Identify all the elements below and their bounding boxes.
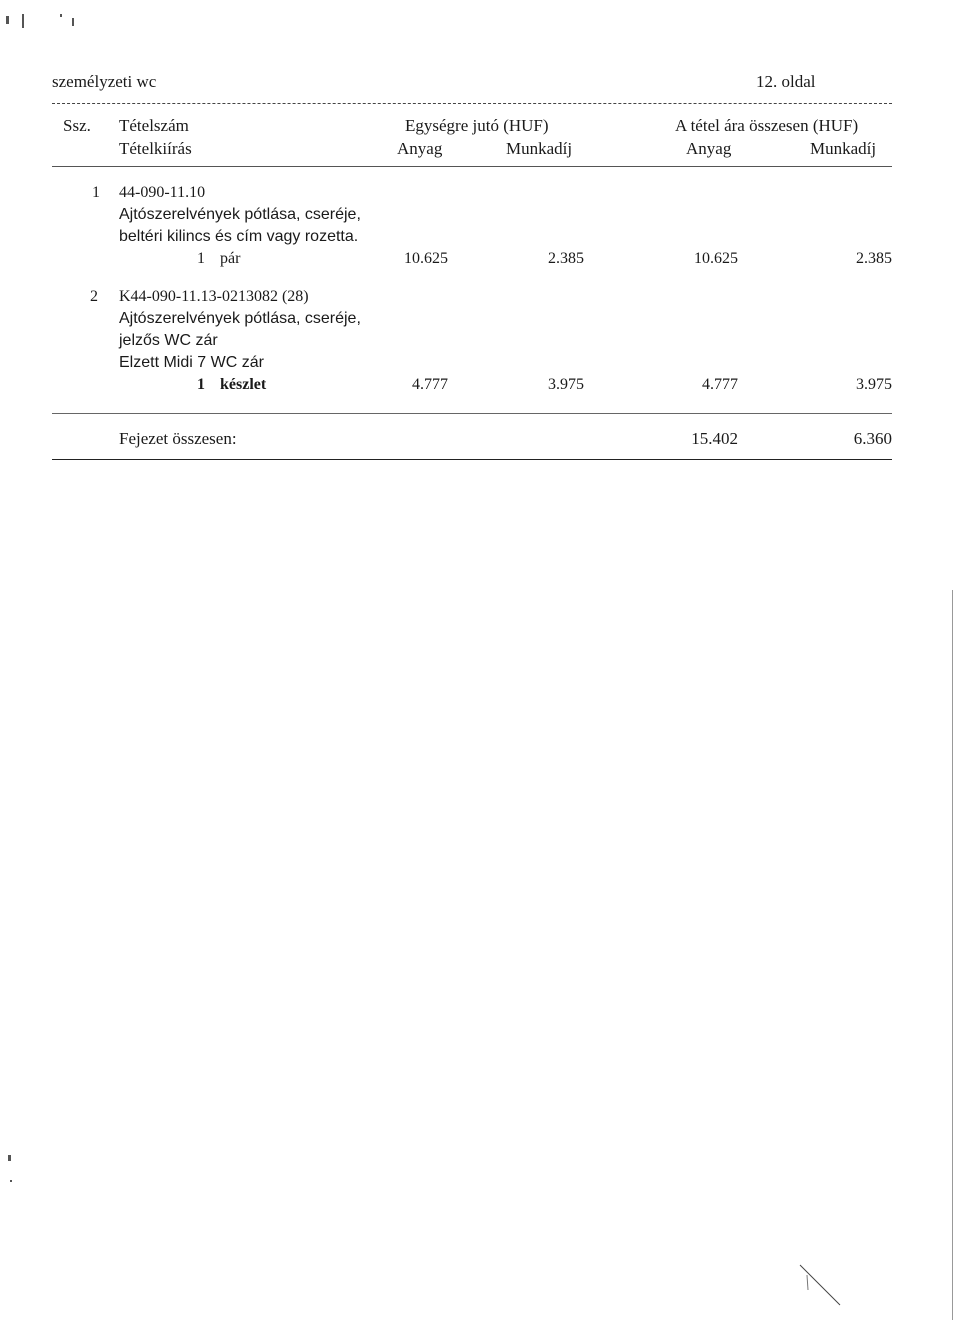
scan-edge-line — [952, 590, 953, 1320]
table-header-divider — [52, 166, 892, 167]
summary-label: Fejezet összesen: — [119, 429, 237, 448]
col-total-anyag: Anyag — [686, 139, 732, 158]
item-ssz: 1 — [92, 184, 100, 201]
item-desc-line: Ajtószerelvények pótlása, cseréje, — [119, 206, 361, 223]
item-unit: pár — [220, 250, 241, 267]
header-divider — [52, 103, 892, 104]
item-ssz: 2 — [90, 288, 98, 305]
item-total-munkadij: 3.975 — [856, 376, 892, 393]
summary-divider-top — [52, 413, 892, 414]
item-qty: 1 — [197, 250, 205, 267]
col-total-munkadij: Munkadíj — [810, 139, 877, 158]
item-total-anyag: 10.625 — [694, 250, 738, 267]
item-total-munkadij: 2.385 — [856, 250, 892, 267]
item-unit-anyag: 4.777 — [412, 376, 448, 393]
col-total-group: A tétel ára összesen (HUF) — [675, 116, 859, 135]
scan-speck — [22, 14, 24, 28]
item-code: 44-090-11.10 — [119, 184, 206, 201]
item-desc-line: beltéri kilincs és cím vagy rozetta. — [119, 228, 359, 245]
col-tetelszam: Tételszám — [119, 116, 189, 135]
col-unit-munkadij: Munkadíj — [506, 139, 573, 158]
summary-divider-bottom — [52, 459, 892, 460]
scan-speck — [60, 14, 62, 17]
scan-speck — [8, 1155, 11, 1161]
col-unit-group: Egységre jutó (HUF) — [405, 116, 549, 135]
item-unit-munkadij: 3.975 — [548, 376, 584, 393]
item-qty: 1 — [197, 376, 205, 393]
item-unit-anyag: 10.625 — [404, 250, 448, 267]
scan-speck — [72, 18, 74, 26]
page-number: 12. oldal — [756, 72, 816, 91]
page-header-title: személyzeti wc — [52, 72, 157, 91]
col-tetelkiiras: Tételkiírás — [119, 139, 192, 158]
item-unit: készlet — [220, 376, 267, 393]
item-code: K44-090-11.13-0213082 (28) — [119, 288, 309, 305]
col-ssz: Ssz. — [63, 116, 91, 135]
scan-speck — [10, 1180, 12, 1182]
scan-speck — [6, 16, 9, 24]
item-desc-line: Ajtószerelvények pótlása, cseréje, — [119, 310, 361, 327]
summary-total-anyag: 15.402 — [691, 429, 738, 448]
summary-total-munkadij: 6.360 — [853, 429, 892, 448]
col-unit-anyag: Anyag — [397, 139, 443, 158]
item-unit-munkadij: 2.385 — [548, 250, 584, 267]
item-desc-line: jelzős WC zár — [119, 332, 218, 349]
item-total-anyag: 4.777 — [702, 376, 738, 393]
item-desc-line: Elzett Midi 7 WC zár — [119, 354, 264, 371]
scan-stroke — [795, 1255, 855, 1315]
